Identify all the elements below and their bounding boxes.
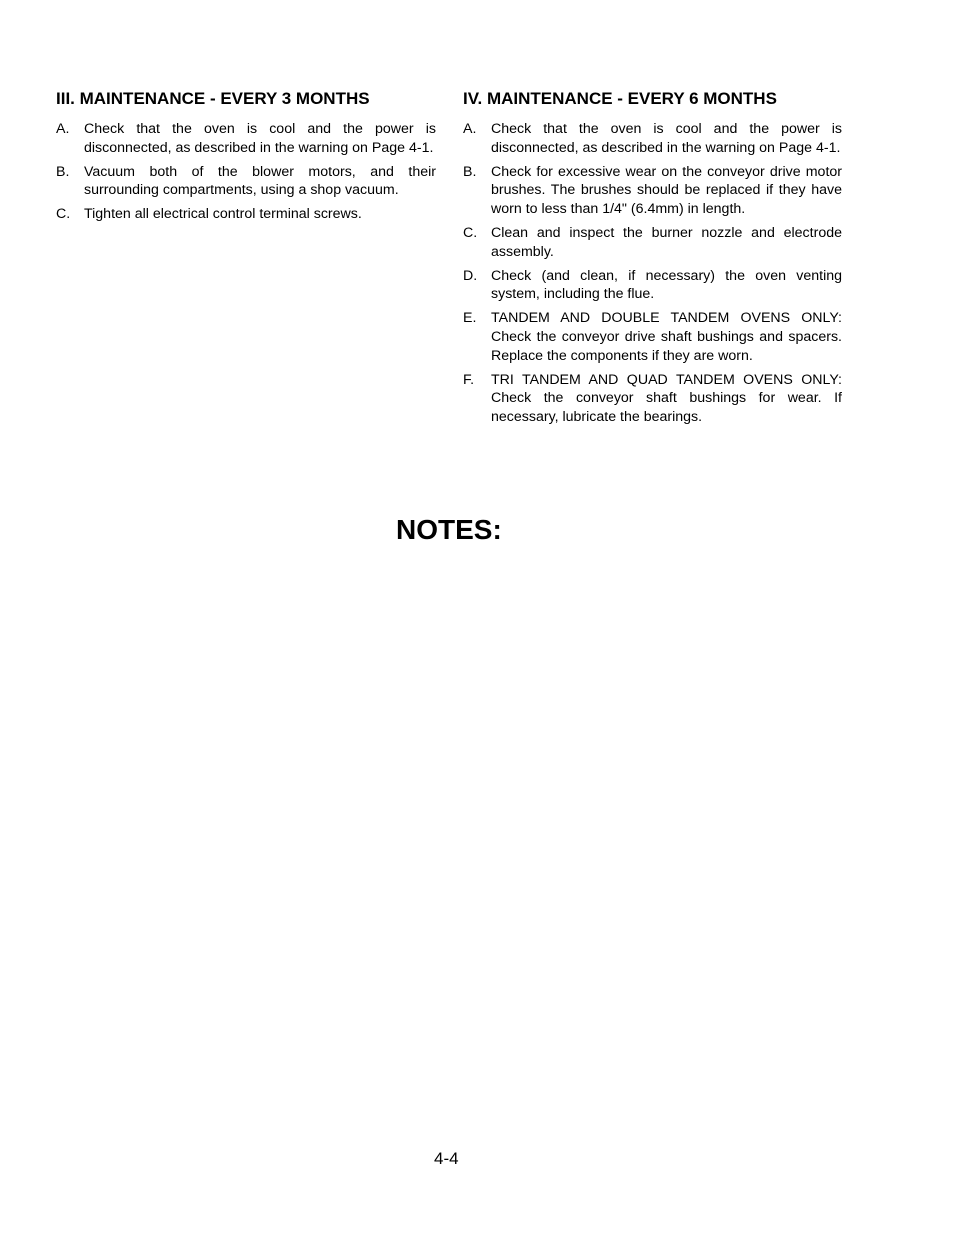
notes-heading: NOTES: (396, 514, 502, 545)
item-text: Vacuum both of the blower motors, and their surrounding compartments, using a shop vacuum. (84, 163, 436, 199)
item-text: Check for excessive wear on the conveyor drive motor brushes. The brushes should be replaced if they have worn to less than 1/4" (6.4mm) in length. (491, 163, 842, 217)
list-item (56, 120, 436, 157)
section-heading: IV. MAINTENANCE - EVERY 6 MONTHS (463, 89, 777, 108)
item-letter: B. (56, 163, 70, 180)
item-text: TRI TANDEM AND QUAD TANDEM OVENS ONLY: Check the conveyor shaft bushings for wear. If necessary, lubricate the bearings. (491, 371, 842, 425)
section-3-months (56, 89, 436, 229)
list-item (463, 371, 842, 427)
item-letter: C. (463, 224, 478, 241)
item-letter: A. (56, 121, 70, 137)
list-item (56, 163, 436, 200)
item-text: Clean and inspect the burner nozzle and electrode assembly. (491, 224, 842, 260)
item-text: Check that the oven is cool and the power is disconnected, as described in the warning on Page 4-1. (84, 121, 436, 156)
item-letter: E. (463, 310, 477, 327)
item-text: Check that the oven is cool and the power is disconnected, as described in the warning on Page 4-1. (491, 121, 842, 156)
list-item (463, 267, 842, 304)
section-heading: III. MAINTENANCE - EVERY 3 MONTHS (56, 89, 370, 108)
item-text: TANDEM AND DOUBLE TANDEM OVENS ONLY: Check the conveyor drive shaft bushings and spacers. Replace the components if they are worn. (491, 310, 842, 364)
page-number: 4-4 (434, 1149, 459, 1168)
item-letter: F. (463, 371, 475, 388)
section-6-months (463, 89, 842, 432)
item-letter: D. (463, 267, 478, 284)
item-letter: B. (463, 163, 477, 180)
list-item (56, 205, 436, 224)
item-letter: A. (463, 121, 477, 137)
item-letter: C. (56, 206, 71, 223)
item-text: Check (and clean, if necessary) the oven venting system, including the flue. (491, 267, 842, 303)
list-item (463, 224, 842, 261)
list-item (463, 120, 842, 157)
list-item (463, 163, 842, 219)
item-text: Tighten all electrical control terminal screws. (84, 206, 362, 223)
list-item (463, 309, 842, 365)
